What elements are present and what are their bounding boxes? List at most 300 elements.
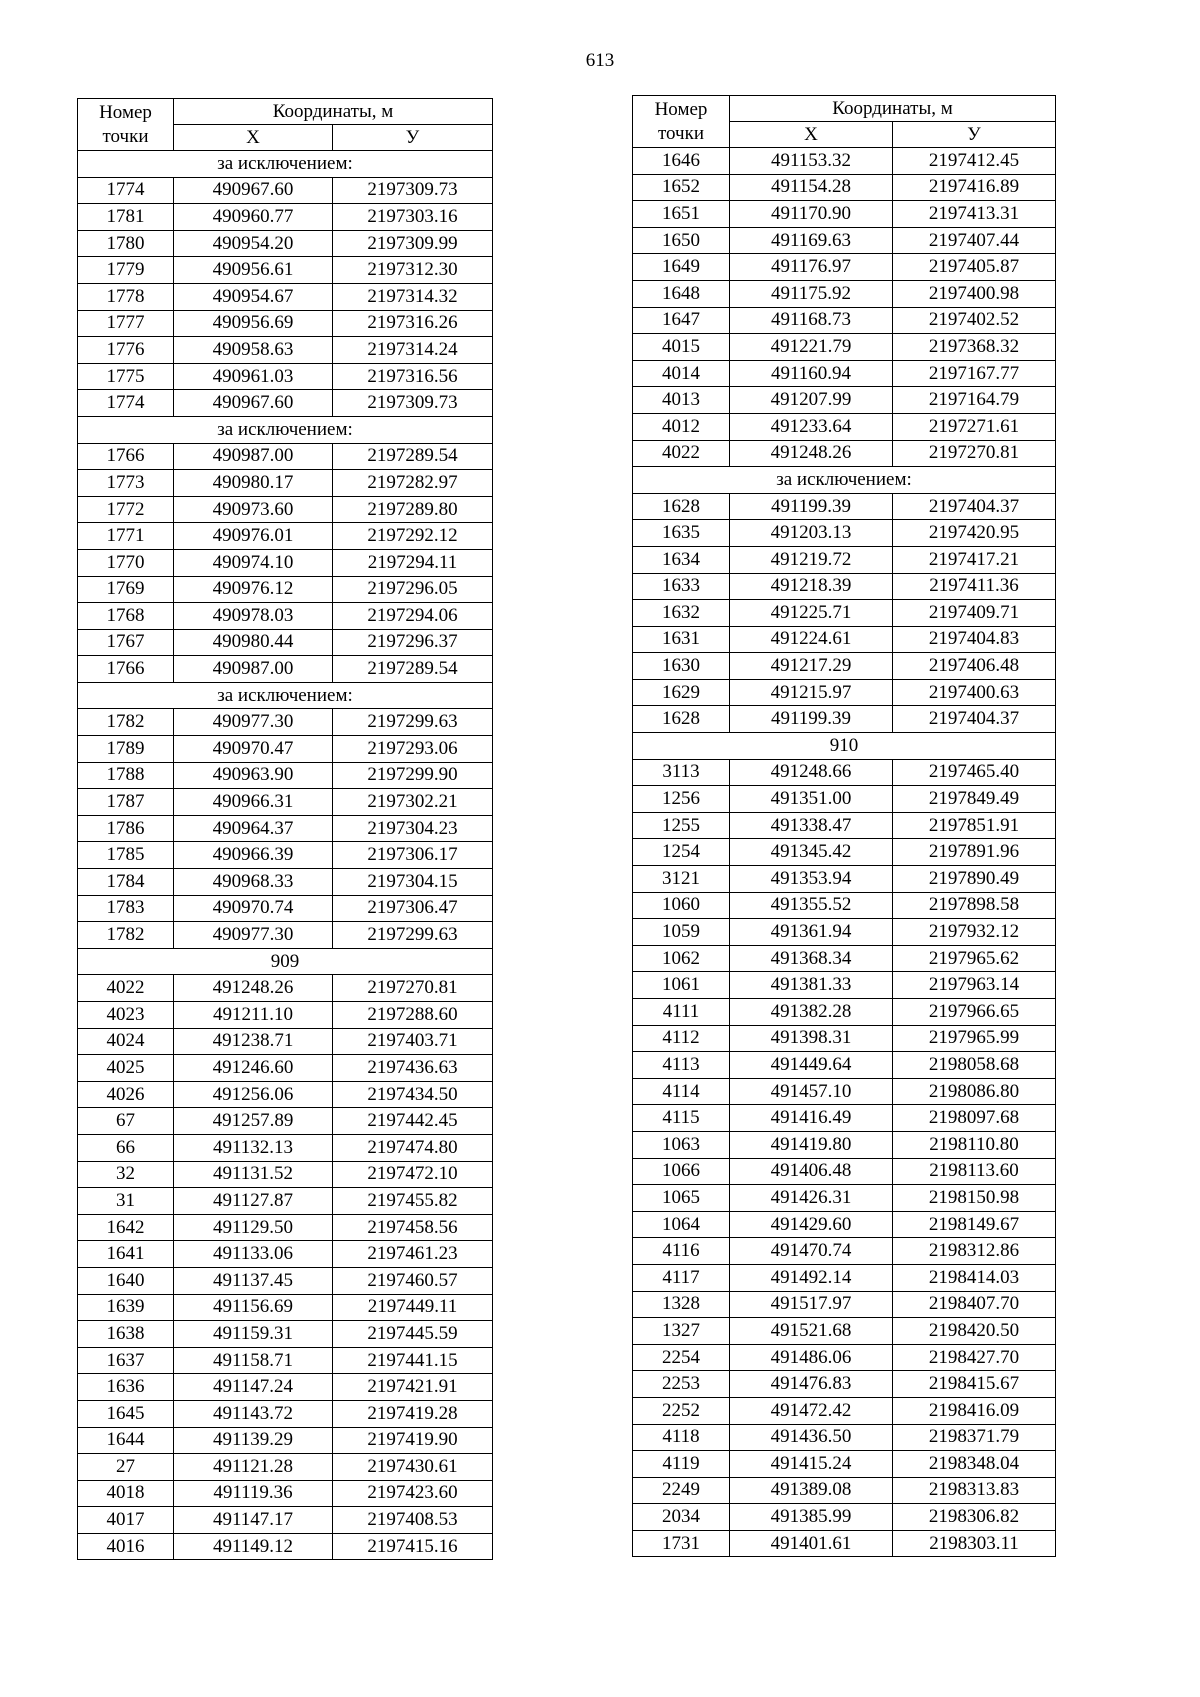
point-number-cell: 1256 <box>633 786 730 813</box>
point-number-cell: 2252 <box>633 1397 730 1424</box>
x-coordinate-cell: 491149.12 <box>174 1533 333 1560</box>
x-coordinate-cell: 491368.34 <box>730 945 893 972</box>
table-row <box>633 227 1056 254</box>
x-coordinate-cell: 490976.01 <box>174 523 333 550</box>
y-coordinate-cell: 2198407.70 <box>893 1291 1056 1318</box>
point-number-cell: 1781 <box>78 204 174 231</box>
table-row <box>633 1344 1056 1371</box>
y-coordinate-cell: 2197965.99 <box>893 1025 1056 1052</box>
table-row <box>78 869 493 896</box>
table-row <box>633 254 1056 281</box>
y-coordinate-cell: 2197289.54 <box>333 443 493 470</box>
x-coordinate-cell: 491381.33 <box>730 972 893 999</box>
table-row <box>633 413 1056 440</box>
y-coordinate-cell: 2198348.04 <box>893 1451 1056 1478</box>
point-number-cell: 4119 <box>633 1451 730 1478</box>
y-coordinate-cell: 2198420.50 <box>893 1318 1056 1345</box>
y-coordinate-cell: 2197890.49 <box>893 866 1056 893</box>
table-row <box>78 1480 493 1507</box>
table-row <box>633 148 1056 175</box>
y-coordinate-cell: 2197294.11 <box>333 549 493 576</box>
table-row <box>78 1294 493 1321</box>
section-row <box>78 682 493 709</box>
y-coordinate-cell: 2197411.36 <box>893 573 1056 600</box>
coordinates-table-right <box>632 95 1056 1557</box>
y-coordinate-cell: 2197415.16 <box>333 1533 493 1560</box>
x-coordinate-cell: 491176.97 <box>730 254 893 281</box>
table-row <box>633 201 1056 228</box>
table-row <box>78 310 493 337</box>
x-coordinate-cell: 490987.00 <box>174 443 333 470</box>
x-coordinate-cell: 491215.97 <box>730 679 893 706</box>
point-number-cell: 1774 <box>78 177 174 204</box>
table-row <box>78 1507 493 1534</box>
y-coordinate-cell: 2197419.90 <box>333 1427 493 1454</box>
x-coordinate-cell: 490970.47 <box>174 736 333 763</box>
y-coordinate-cell: 2197316.26 <box>333 310 493 337</box>
table-row <box>78 177 493 204</box>
table-row <box>78 603 493 630</box>
table-row <box>633 1291 1056 1318</box>
x-coordinate-cell: 490960.77 <box>174 204 333 231</box>
x-coordinate-cell: 490954.20 <box>174 230 333 257</box>
table-row <box>78 1454 493 1481</box>
y-coordinate-cell: 2197299.90 <box>333 762 493 789</box>
table-row <box>633 493 1056 520</box>
table-row <box>78 922 493 949</box>
y-coordinate-cell: 2198371.79 <box>893 1424 1056 1451</box>
point-number-cell: 27 <box>78 1454 174 1481</box>
x-coordinate-cell: 491361.94 <box>730 919 893 946</box>
x-coordinate-cell: 491154.28 <box>730 174 893 201</box>
y-coordinate-cell: 2197966.65 <box>893 999 1056 1026</box>
table-row <box>78 789 493 816</box>
x-coordinate-cell: 491419.80 <box>730 1131 893 1158</box>
point-number-cell: 1063 <box>633 1131 730 1158</box>
point-number-cell: 4117 <box>633 1264 730 1291</box>
y-coordinate-cell: 2197314.24 <box>333 337 493 364</box>
y-coordinate-cell: 2197436.63 <box>333 1055 493 1082</box>
point-number-cell: 1254 <box>633 839 730 866</box>
x-coordinate-cell: 491137.45 <box>174 1267 333 1294</box>
y-coordinate-cell: 2197304.15 <box>333 869 493 896</box>
y-coordinate-cell: 2197421.91 <box>333 1374 493 1401</box>
x-coordinate-cell: 490967.60 <box>174 177 333 204</box>
y-coordinate-cell: 2197423.60 <box>333 1480 493 1507</box>
point-number-cell: 1060 <box>633 892 730 919</box>
point-number-cell: 1774 <box>78 390 174 417</box>
x-coordinate-cell: 491158.71 <box>174 1347 333 1374</box>
y-coordinate-cell: 2198415.67 <box>893 1371 1056 1398</box>
x-coordinate-cell: 490966.39 <box>174 842 333 869</box>
point-number-cell: 1775 <box>78 363 174 390</box>
point-number-cell: 1646 <box>633 148 730 175</box>
y-coordinate-cell: 2197404.37 <box>893 706 1056 733</box>
point-number-cell: 4113 <box>633 1052 730 1079</box>
x-coordinate-cell: 490970.74 <box>174 895 333 922</box>
x-coordinate-cell: 491426.31 <box>730 1185 893 1212</box>
section-row <box>633 733 1056 760</box>
point-number-cell: 1634 <box>633 546 730 573</box>
y-coordinate-cell: 2197455.82 <box>333 1188 493 1215</box>
point-number-cell: 2249 <box>633 1477 730 1504</box>
point-number-cell: 1768 <box>78 603 174 630</box>
table-row <box>633 1131 1056 1158</box>
x-coordinate-cell: 490974.10 <box>174 549 333 576</box>
point-number-cell: 4023 <box>78 1002 174 1029</box>
y-coordinate-cell: 2197288.60 <box>333 1002 493 1029</box>
coordinates-table-left <box>77 98 493 1560</box>
table-row <box>78 895 493 922</box>
point-number-cell: 4114 <box>633 1078 730 1105</box>
y-coordinate-cell: 2198086.80 <box>893 1078 1056 1105</box>
table-row <box>78 1241 493 1268</box>
y-coordinate-cell: 2197294.06 <box>333 603 493 630</box>
table-row <box>633 1078 1056 1105</box>
table-row <box>633 1318 1056 1345</box>
table-row <box>633 972 1056 999</box>
y-coordinate-cell: 2197270.81 <box>333 975 493 1002</box>
x-coordinate-cell: 491257.89 <box>174 1108 333 1135</box>
x-coordinate-cell: 491246.60 <box>174 1055 333 1082</box>
y-coordinate-cell: 2197406.48 <box>893 653 1056 680</box>
point-number-cell: 4022 <box>633 440 730 467</box>
point-number-cell: 4116 <box>633 1238 730 1265</box>
table-row <box>78 1374 493 1401</box>
table-row <box>78 337 493 364</box>
table-row <box>633 440 1056 467</box>
y-coordinate-cell: 2197407.44 <box>893 227 1056 254</box>
y-coordinate-cell: 2197458.56 <box>333 1214 493 1241</box>
x-coordinate-cell: 491470.74 <box>730 1238 893 1265</box>
y-coordinate-cell: 2198306.82 <box>893 1504 1056 1531</box>
y-coordinate-cell: 2197164.79 <box>893 387 1056 414</box>
x-coordinate-cell: 491119.36 <box>174 1480 333 1507</box>
x-coordinate-cell: 491224.61 <box>730 626 893 653</box>
point-number-cell: 1782 <box>78 709 174 736</box>
y-coordinate-cell: 2197306.47 <box>333 895 493 922</box>
table-row <box>633 866 1056 893</box>
table-row <box>78 1161 493 1188</box>
header-point-number-line1: Номер <box>99 101 152 123</box>
point-number-cell: 1644 <box>78 1427 174 1454</box>
x-coordinate-cell: 490987.00 <box>174 656 333 683</box>
point-number-cell: 1642 <box>78 1214 174 1241</box>
y-coordinate-cell: 2197460.57 <box>333 1267 493 1294</box>
table-row <box>633 334 1056 361</box>
point-number-cell: 1066 <box>633 1158 730 1185</box>
table-row <box>78 576 493 603</box>
point-number-cell: 1766 <box>78 656 174 683</box>
point-number-cell: 1785 <box>78 842 174 869</box>
table-row <box>633 1025 1056 1052</box>
header-row <box>633 96 1056 122</box>
header-y: У <box>893 122 1056 148</box>
y-coordinate-cell: 2197442.45 <box>333 1108 493 1135</box>
point-number-cell: 1771 <box>78 523 174 550</box>
y-coordinate-cell: 2197167.77 <box>893 360 1056 387</box>
table-row <box>633 1451 1056 1478</box>
table-row <box>78 1400 493 1427</box>
y-coordinate-cell: 2198414.03 <box>893 1264 1056 1291</box>
x-coordinate-cell: 491211.10 <box>174 1002 333 1029</box>
x-coordinate-cell: 490956.61 <box>174 257 333 284</box>
table-row <box>633 573 1056 600</box>
header-point-number <box>78 99 174 151</box>
y-coordinate-cell: 2197292.12 <box>333 523 493 550</box>
point-number-cell: 4022 <box>78 975 174 1002</box>
point-number-cell: 1651 <box>633 201 730 228</box>
x-coordinate-cell: 491131.52 <box>174 1161 333 1188</box>
y-coordinate-cell: 2197408.53 <box>333 1507 493 1534</box>
y-coordinate-cell: 2197271.61 <box>893 413 1056 440</box>
table-row <box>78 496 493 523</box>
point-number-cell: 1632 <box>633 600 730 627</box>
header-point-number-line2: точки <box>657 122 704 144</box>
x-coordinate-cell: 491160.94 <box>730 360 893 387</box>
y-coordinate-cell: 2197420.95 <box>893 520 1056 547</box>
y-coordinate-cell: 2197368.32 <box>893 334 1056 361</box>
y-coordinate-cell: 2197314.32 <box>333 283 493 310</box>
point-number-cell: 4014 <box>633 360 730 387</box>
y-coordinate-cell: 2197434.50 <box>333 1081 493 1108</box>
y-coordinate-cell: 2197965.62 <box>893 945 1056 972</box>
x-coordinate-cell: 490964.37 <box>174 815 333 842</box>
point-number-cell: 4017 <box>78 1507 174 1534</box>
table-row <box>633 1158 1056 1185</box>
point-number-cell: 1731 <box>633 1530 730 1557</box>
point-number-cell: 1783 <box>78 895 174 922</box>
y-coordinate-cell: 2197474.80 <box>333 1134 493 1161</box>
x-coordinate-cell: 491225.71 <box>730 600 893 627</box>
x-coordinate-cell: 491199.39 <box>730 706 893 733</box>
y-coordinate-cell: 2197316.56 <box>333 363 493 390</box>
x-coordinate-cell: 490968.33 <box>174 869 333 896</box>
table-row <box>633 1052 1056 1079</box>
table-row <box>78 204 493 231</box>
table-row <box>633 1238 1056 1265</box>
table-row <box>633 387 1056 414</box>
section-row <box>78 151 493 178</box>
table-row <box>633 307 1056 334</box>
table-row <box>78 815 493 842</box>
table-row <box>633 1211 1056 1238</box>
y-coordinate-cell: 2197419.28 <box>333 1400 493 1427</box>
x-coordinate-cell: 491238.71 <box>174 1028 333 1055</box>
table-row <box>633 280 1056 307</box>
point-number-cell: 2253 <box>633 1371 730 1398</box>
x-coordinate-cell: 491168.73 <box>730 307 893 334</box>
section-label: за исключением: <box>78 416 493 443</box>
y-coordinate-cell: 2197306.17 <box>333 842 493 869</box>
x-coordinate-cell: 491351.00 <box>730 786 893 813</box>
y-coordinate-cell: 2198097.68 <box>893 1105 1056 1132</box>
x-coordinate-cell: 491153.32 <box>730 148 893 175</box>
x-coordinate-cell: 491133.06 <box>174 1241 333 1268</box>
y-coordinate-cell: 2197302.21 <box>333 789 493 816</box>
x-coordinate-cell: 490954.67 <box>174 283 333 310</box>
x-coordinate-cell: 491218.39 <box>730 573 893 600</box>
x-coordinate-cell: 490976.12 <box>174 576 333 603</box>
y-coordinate-cell: 2197413.31 <box>893 201 1056 228</box>
x-coordinate-cell: 491457.10 <box>730 1078 893 1105</box>
y-coordinate-cell: 2197445.59 <box>333 1321 493 1348</box>
section-row <box>633 467 1056 494</box>
y-coordinate-cell: 2197891.96 <box>893 839 1056 866</box>
y-coordinate-cell: 2197932.12 <box>893 919 1056 946</box>
y-coordinate-cell: 2197465.40 <box>893 759 1056 786</box>
y-coordinate-cell: 2197404.83 <box>893 626 1056 653</box>
x-coordinate-cell: 491338.47 <box>730 812 893 839</box>
y-coordinate-cell: 2197851.91 <box>893 812 1056 839</box>
y-coordinate-cell: 2198312.86 <box>893 1238 1056 1265</box>
point-number-cell: 2034 <box>633 1504 730 1531</box>
point-number-cell: 4018 <box>78 1480 174 1507</box>
point-number-cell: 31 <box>78 1188 174 1215</box>
y-coordinate-cell: 2197472.10 <box>333 1161 493 1188</box>
point-number-cell: 3113 <box>633 759 730 786</box>
x-coordinate-cell: 491175.92 <box>730 280 893 307</box>
point-number-cell: 1769 <box>78 576 174 603</box>
table-row <box>633 1397 1056 1424</box>
y-coordinate-cell: 2198113.60 <box>893 1158 1056 1185</box>
point-number-cell: 4016 <box>78 1533 174 1560</box>
x-coordinate-cell: 491203.13 <box>730 520 893 547</box>
point-number-cell: 1635 <box>633 520 730 547</box>
x-coordinate-cell: 490963.90 <box>174 762 333 789</box>
table-row <box>633 1371 1056 1398</box>
point-number-cell: 4024 <box>78 1028 174 1055</box>
point-number-cell: 1061 <box>633 972 730 999</box>
x-coordinate-cell: 490958.63 <box>174 337 333 364</box>
x-coordinate-cell: 491492.14 <box>730 1264 893 1291</box>
y-coordinate-cell: 2197299.63 <box>333 709 493 736</box>
y-coordinate-cell: 2197304.23 <box>333 815 493 842</box>
x-coordinate-cell: 491436.50 <box>730 1424 893 1451</box>
y-coordinate-cell: 2197282.97 <box>333 470 493 497</box>
y-coordinate-cell: 2197409.71 <box>893 600 1056 627</box>
header-point-number <box>633 96 730 148</box>
point-number-cell: 4015 <box>633 334 730 361</box>
point-number-cell: 1787 <box>78 789 174 816</box>
y-coordinate-cell: 2198313.83 <box>893 1477 1056 1504</box>
x-coordinate-cell: 491345.42 <box>730 839 893 866</box>
y-coordinate-cell: 2197309.73 <box>333 390 493 417</box>
x-coordinate-cell: 491382.28 <box>730 999 893 1026</box>
point-number-cell: 4012 <box>633 413 730 440</box>
table-row <box>78 762 493 789</box>
y-coordinate-cell: 2197416.89 <box>893 174 1056 201</box>
table-row <box>633 626 1056 653</box>
x-coordinate-cell: 491199.39 <box>730 493 893 520</box>
y-coordinate-cell: 2197449.11 <box>333 1294 493 1321</box>
point-number-cell: 1788 <box>78 762 174 789</box>
y-coordinate-cell: 2197412.45 <box>893 148 1056 175</box>
point-number-cell: 1255 <box>633 812 730 839</box>
y-coordinate-cell: 2198427.70 <box>893 1344 1056 1371</box>
table-row <box>78 363 493 390</box>
table-row <box>633 786 1056 813</box>
point-number-cell: 1637 <box>78 1347 174 1374</box>
point-number-cell: 4115 <box>633 1105 730 1132</box>
point-number-cell: 1767 <box>78 629 174 656</box>
table-row <box>633 1530 1056 1557</box>
table-row <box>633 1105 1056 1132</box>
header-x: Х <box>730 122 893 148</box>
point-number-cell: 4026 <box>78 1081 174 1108</box>
point-number-cell: 4025 <box>78 1055 174 1082</box>
section-label: за исключением: <box>633 467 1056 494</box>
table-row <box>78 470 493 497</box>
section-label: 909 <box>78 948 493 975</box>
point-number-cell: 1059 <box>633 919 730 946</box>
point-number-cell: 1647 <box>633 307 730 334</box>
x-coordinate-cell: 491486.06 <box>730 1344 893 1371</box>
point-number-cell: 1062 <box>633 945 730 972</box>
x-coordinate-cell: 491355.52 <box>730 892 893 919</box>
point-number-cell: 4118 <box>633 1424 730 1451</box>
point-number-cell: 1779 <box>78 257 174 284</box>
y-coordinate-cell: 2197849.49 <box>893 786 1056 813</box>
point-number-cell: 1652 <box>633 174 730 201</box>
table-row <box>78 1002 493 1029</box>
x-coordinate-cell: 491476.83 <box>730 1371 893 1398</box>
y-coordinate-cell: 2197289.80 <box>333 496 493 523</box>
table-row <box>633 812 1056 839</box>
point-number-cell: 1640 <box>78 1267 174 1294</box>
point-number-cell: 3121 <box>633 866 730 893</box>
x-coordinate-cell: 491129.50 <box>174 1214 333 1241</box>
y-coordinate-cell: 2197312.30 <box>333 257 493 284</box>
x-coordinate-cell: 491207.99 <box>730 387 893 414</box>
table-row <box>633 174 1056 201</box>
table-row <box>78 1347 493 1374</box>
x-coordinate-cell: 491517.97 <box>730 1291 893 1318</box>
point-number-cell: 1633 <box>633 573 730 600</box>
point-number-cell: 4111 <box>633 999 730 1026</box>
point-number-cell: 1630 <box>633 653 730 680</box>
y-coordinate-cell: 2197309.73 <box>333 177 493 204</box>
x-coordinate-cell: 491169.63 <box>730 227 893 254</box>
point-number-cell: 4013 <box>633 387 730 414</box>
x-coordinate-cell: 491353.94 <box>730 866 893 893</box>
x-coordinate-cell: 490980.44 <box>174 629 333 656</box>
y-coordinate-cell: 2197898.58 <box>893 892 1056 919</box>
y-coordinate-cell: 2197303.16 <box>333 204 493 231</box>
table-row <box>633 520 1056 547</box>
point-number-cell: 1648 <box>633 280 730 307</box>
header-point-number-line1: Номер <box>654 98 708 120</box>
y-coordinate-cell: 2197400.63 <box>893 679 1056 706</box>
table-row <box>78 1108 493 1135</box>
section-row <box>78 948 493 975</box>
y-coordinate-cell: 2197963.14 <box>893 972 1056 999</box>
table-row <box>78 549 493 576</box>
x-coordinate-cell: 491147.24 <box>174 1374 333 1401</box>
x-coordinate-cell: 491256.06 <box>174 1081 333 1108</box>
table-row <box>633 1504 1056 1531</box>
x-coordinate-cell: 491121.28 <box>174 1454 333 1481</box>
point-number-cell: 1628 <box>633 706 730 733</box>
table-row <box>78 230 493 257</box>
table-row <box>78 709 493 736</box>
table-row <box>633 892 1056 919</box>
table-row <box>633 945 1056 972</box>
y-coordinate-cell: 2197430.61 <box>333 1454 493 1481</box>
point-number-cell: 1789 <box>78 736 174 763</box>
x-coordinate-cell: 491159.31 <box>174 1321 333 1348</box>
point-number-cell: 1778 <box>78 283 174 310</box>
